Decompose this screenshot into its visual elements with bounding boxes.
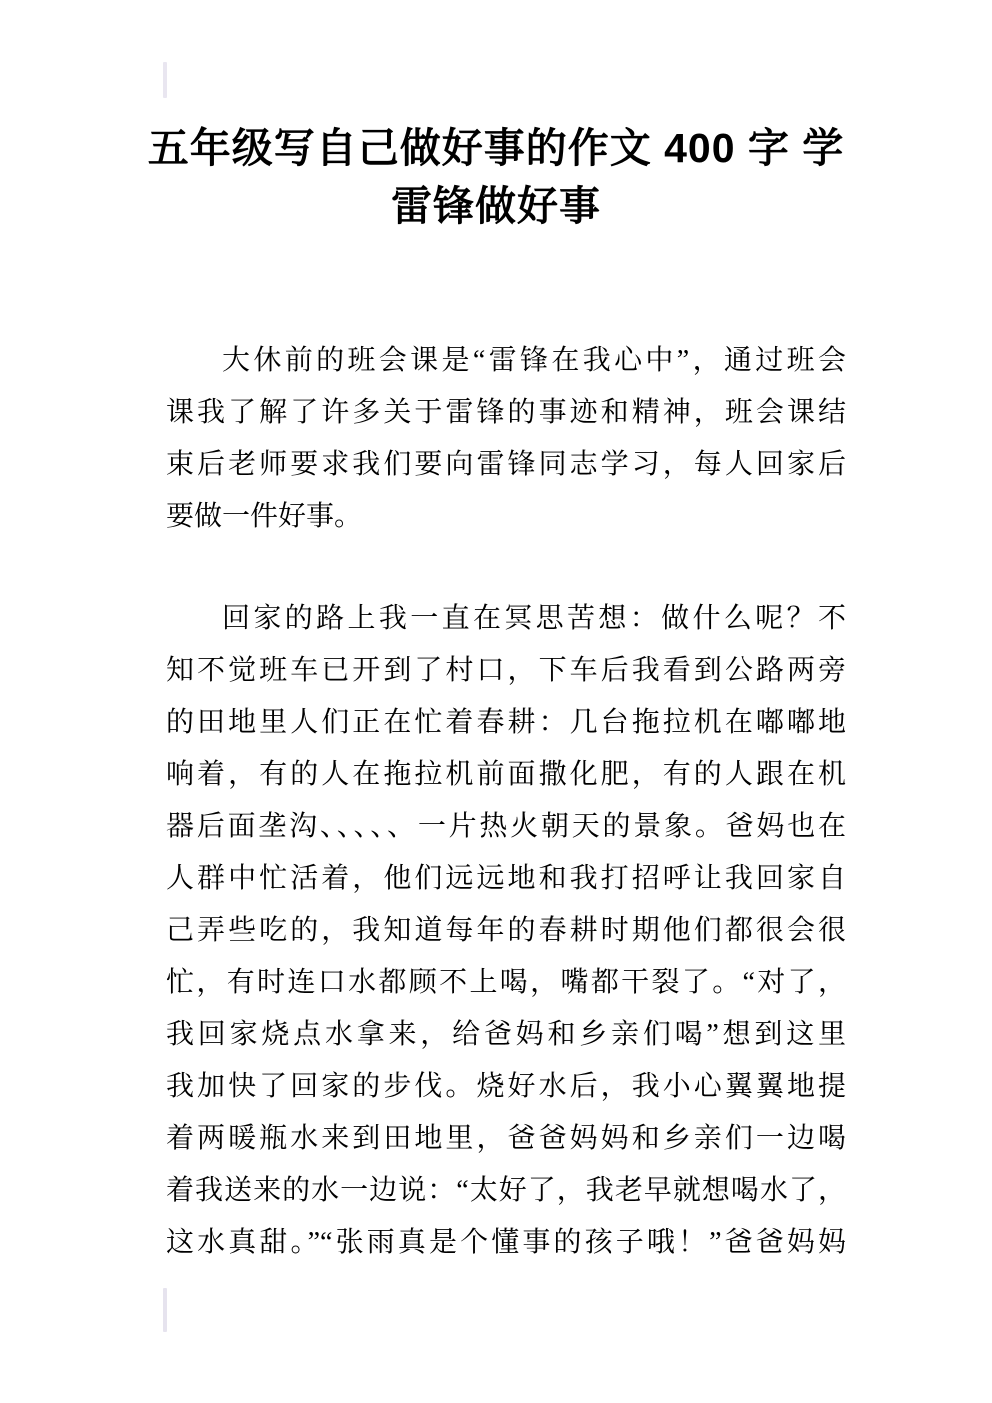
text-line: 束后老师要求我们要向雷锋同志学习，每人回家后 — [166, 449, 846, 480]
text-line: 着两暖瓶水来到田地里，爸爸妈妈和乡亲们一边喝 — [166, 1123, 846, 1154]
text-line: 这水真甜。”“张雨真是个懂事的孩子哦！”爸爸妈妈 — [166, 1227, 846, 1258]
text-line: 己弄些吃的，我知道每年的春耕时期他们都很会很 — [166, 915, 846, 946]
text-line: 响着，有的人在拖拉机前面撒化肥，有的人跟在机 — [166, 759, 846, 790]
essay-title-line-1: 五年级写自己做好事的作文 400 字 学 — [147, 125, 845, 171]
text-line: 回家的路上我一直在冥思苦想：做什么呢？不 — [222, 603, 846, 634]
essay-title-line-2: 雷锋做好事 — [391, 183, 601, 229]
text-line: 要做一件好事。 — [166, 501, 363, 532]
text-line: 课我了解了许多关于雷锋的事迹和精神，班会课结 — [166, 397, 846, 428]
essay-body — [166, 335, 846, 1269]
essay-title — [136, 119, 856, 235]
text-line: 人群中忙活着，他们远远地和我打招呼让我回家自 — [166, 863, 846, 894]
paragraph-1 — [166, 335, 846, 543]
text-line: 着我送来的水一边说：“太好了，我老早就想喝水了， — [166, 1175, 846, 1206]
text-line: 我加快了回家的步伐。烧好水后，我小心翼翼地提 — [166, 1071, 846, 1102]
text-line: 大休前的班会课是“雷锋在我心中”，通过班会 — [222, 345, 846, 376]
text-line: 我回家烧点水拿来，给爸妈和乡亲们喝”想到这里 — [166, 1019, 846, 1050]
text-line: 的田地里人们正在忙着春耕：几台拖拉机在嘟嘟地 — [166, 707, 846, 738]
text-line: 知不觉班车已开到了村口，下车后我看到公路两旁 — [166, 655, 846, 686]
text-cursor-artifact-bottom — [163, 1288, 167, 1332]
text-cursor-artifact-top — [163, 62, 167, 98]
paragraph-2 — [166, 593, 846, 1269]
text-line: 器后面垄沟、、、、、一片热火朝天的景象。爸妈也在 — [166, 811, 846, 842]
text-line: 忙，有时连口水都顾不上喝，嘴都干裂了。“对了， — [166, 967, 846, 998]
